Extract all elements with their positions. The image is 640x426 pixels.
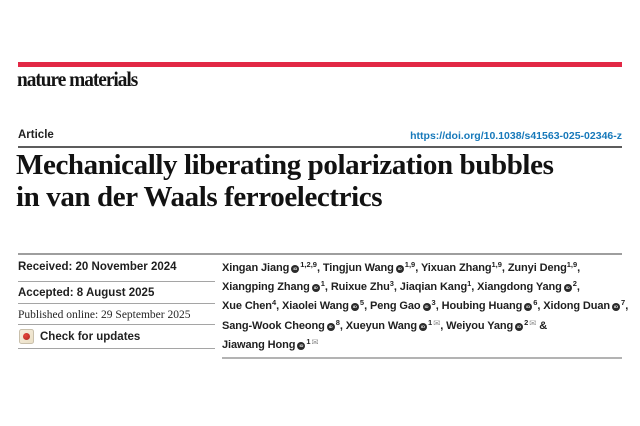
check-for-updates-label: Check for updates <box>40 330 141 343</box>
author-name: Xueyun Wang <box>345 319 418 332</box>
divider <box>18 348 215 349</box>
author-name: Yixuan Zhang <box>420 262 492 274</box>
orcid-icon[interactable]: iD <box>423 303 431 311</box>
author-separator: , <box>576 281 580 294</box>
author-name: Peng Gao <box>369 300 421 313</box>
orcid-icon[interactable]: iD <box>524 303 532 311</box>
affiliation-superscript: 3 <box>431 298 436 308</box>
affiliation-superscript: 2 <box>572 279 577 289</box>
email-icon[interactable]: ✉ <box>433 318 441 329</box>
author-name: Xidong Duan <box>543 300 611 313</box>
author-name: Jiawang Hong <box>222 338 296 351</box>
author-list <box>222 257 628 353</box>
author-separator: , <box>393 281 400 294</box>
author-line <box>222 276 628 295</box>
author-separator: , <box>577 262 581 274</box>
affiliation-superscript: 6 <box>533 298 538 308</box>
received-date: Received: 20 November 2024 <box>18 261 177 273</box>
orcid-icon[interactable]: iD <box>564 284 572 292</box>
crossmark-icon <box>19 329 34 344</box>
article-type-label: Article <box>18 129 54 141</box>
author-separator: , <box>625 300 629 313</box>
affiliation-superscript: 1 <box>306 336 311 346</box>
accepted-date: Accepted: 8 August 2025 <box>18 287 155 299</box>
author-separator: , <box>316 262 323 274</box>
author-line <box>222 334 628 353</box>
author-separator: , <box>339 319 346 332</box>
email-icon[interactable]: ✉ <box>529 318 537 329</box>
author-separator: , <box>276 300 283 313</box>
affiliation-superscript: 1,9 <box>566 260 578 269</box>
affiliation-superscript: 8 <box>335 317 340 327</box>
author-name: Xue Chen <box>222 300 272 313</box>
orcid-icon[interactable]: iD <box>419 323 427 331</box>
affiliation-superscript: 1 <box>428 317 433 327</box>
author-block-divider <box>222 357 622 359</box>
affiliation-superscript: 1,2,9 <box>300 260 317 269</box>
author-separator: , <box>415 262 421 274</box>
affiliation-superscript: 5 <box>359 298 365 308</box>
author-line <box>222 315 628 334</box>
author-separator: , <box>364 300 370 313</box>
author-name: Xingan Jiang <box>222 262 290 274</box>
orcid-icon[interactable]: iD <box>396 265 404 273</box>
orcid-icon[interactable]: iD <box>312 284 320 292</box>
divider <box>18 324 215 325</box>
author-separator: , <box>440 319 447 332</box>
journal-logo: nature materials <box>17 67 138 91</box>
affiliation-superscript: 1,9 <box>404 260 416 269</box>
affiliation-superscript: 1 <box>467 279 472 289</box>
brand-bar <box>18 62 622 67</box>
author-name: Xiangdong Yang <box>477 281 562 294</box>
author-separator: , <box>537 300 544 313</box>
check-for-updates-button[interactable] <box>19 329 215 344</box>
author-name: Ruixue Zhu <box>330 281 390 294</box>
orcid-icon[interactable]: iD <box>297 342 305 350</box>
author-separator: , <box>324 281 331 294</box>
author-separator: & <box>536 319 548 332</box>
doi-link[interactable]: https://doi.org/10.1038/s41563-025-02346-z <box>410 130 622 142</box>
author-line <box>222 257 628 276</box>
header-divider <box>18 146 622 148</box>
metadata-top-divider <box>18 253 622 255</box>
divider <box>18 281 215 282</box>
author-name: Xiangping Zhang <box>222 281 310 294</box>
author-name: Xiaolei Wang <box>282 300 349 313</box>
affiliation-superscript: 1,9 <box>491 260 502 269</box>
article-title-line-2: in van der Waals ferroelectrics <box>16 181 383 213</box>
divider <box>18 303 215 304</box>
author-name: Zunyi Deng <box>507 262 567 274</box>
author-separator: , <box>471 281 478 294</box>
affiliation-superscript: 4 <box>271 298 277 308</box>
orcid-icon[interactable]: iD <box>351 303 359 311</box>
affiliation-superscript: 7 <box>621 298 626 308</box>
orcid-icon[interactable]: iD <box>515 323 523 331</box>
orcid-icon[interactable]: iD <box>327 323 335 331</box>
orcid-icon[interactable]: iD <box>291 265 299 273</box>
author-name: Weiyou Yang <box>446 319 514 332</box>
author-separator: , <box>501 262 508 274</box>
author-name: Jiaqian Kang <box>399 281 468 294</box>
affiliation-superscript: 2 <box>524 317 529 327</box>
article-title <box>16 149 628 213</box>
article-title-line-1: Mechanically liberating polarization bubbles <box>16 149 554 181</box>
author-separator: , <box>435 300 442 313</box>
orcid-icon[interactable]: iD <box>612 303 620 311</box>
published-date: Published online: 29 September 2025 <box>18 309 191 321</box>
author-name: Houbing Huang <box>441 300 523 313</box>
author-name: Tingjun Wang <box>322 262 394 274</box>
affiliation-superscript: 1 <box>320 279 325 289</box>
author-name: Sang-Wook Cheong <box>222 319 325 332</box>
affiliation-superscript: 3 <box>389 279 394 289</box>
email-icon[interactable]: ✉ <box>311 337 319 348</box>
author-line <box>222 295 628 314</box>
